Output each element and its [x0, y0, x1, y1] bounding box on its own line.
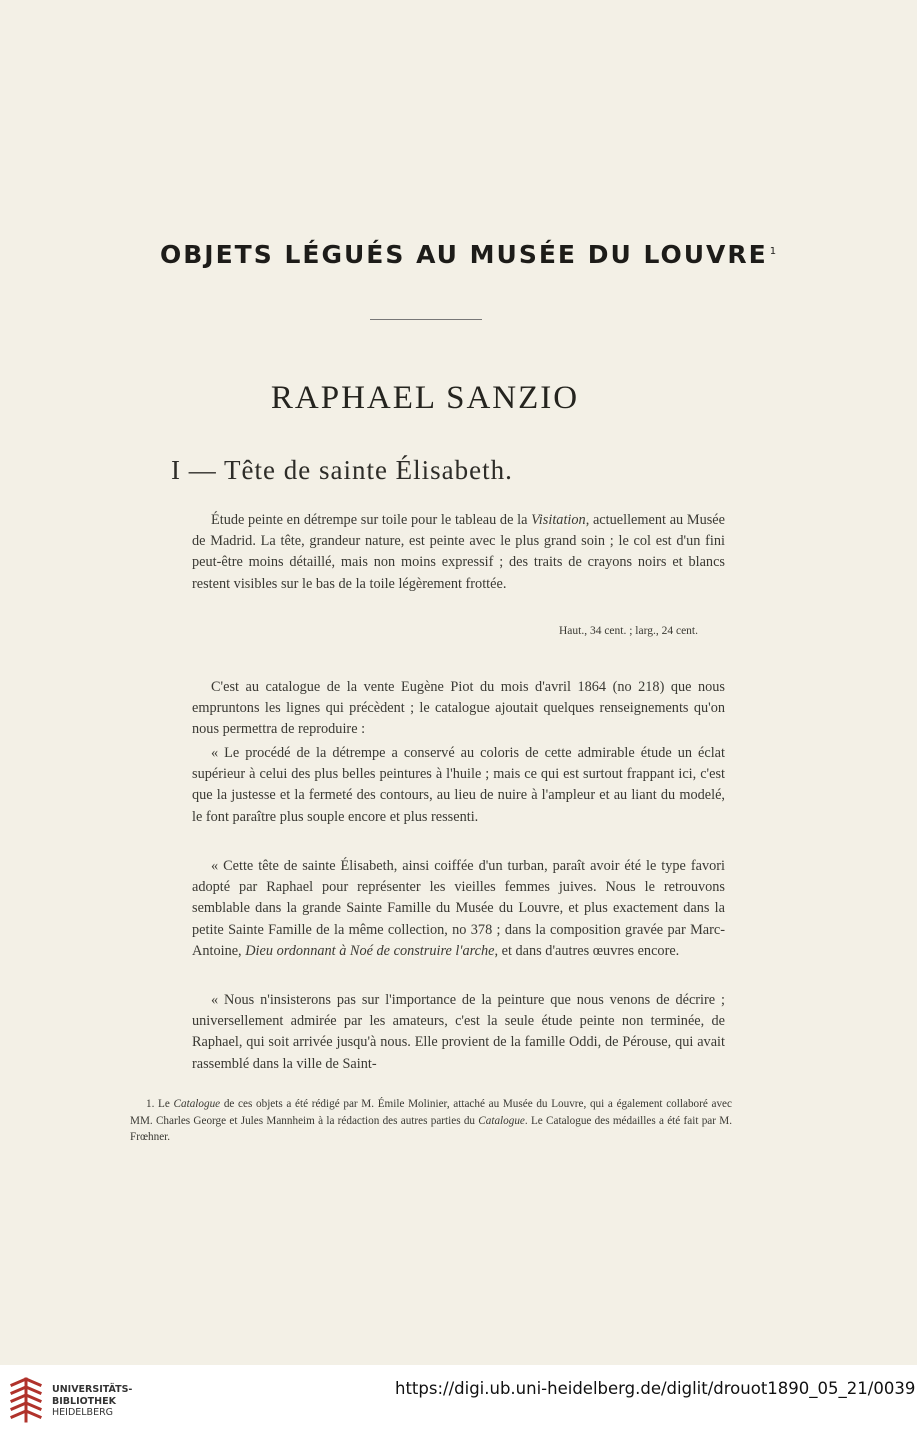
- quote-paragraph-1: « Le procédé de la détrempe a conservé au coloris de cette admirable étude un éclat supérieur à celui des plus belles peintures à l'huile ; mais ce qui est surtout frappant ici, c'est que la justesse et la fermeté des contours, au lieu de nuire à l'ampleur et au liant du modelé, le font paraître plus souple encore et plus ressenti.: [192, 745, 725, 825]
- page-title: [160, 240, 779, 269]
- footnote-italic-2: Catalogue: [478, 1114, 525, 1127]
- quote-2-text-1: « Cette tête de sainte Élisabeth, ainsi coiffée d'un turban, paraît avoir été le type favori adopté par Raphael pour représenter les vieilles femmes juives. Nous le retrouvons semblable dans la grande Sainte Famille du Musée du Louvre, et plus exactement dans la petite Sainte Famille de la même collection, no 378 ; dans la composition gravée par Marc-Antoine,: [192, 858, 725, 959]
- footer-bar: [0, 1365, 917, 1435]
- description-paragraph: [192, 510, 725, 595]
- footnote-italic-1: Catalogue: [173, 1098, 221, 1110]
- library-logo-icon[interactable]: [8, 1375, 44, 1425]
- quote-2-text-2: , et dans d'autres œuvres encore.: [494, 942, 680, 959]
- title-divider: [370, 319, 482, 320]
- description-text-1: Étude peinte en détrempe sur toile pour le tableau de la: [211, 512, 532, 528]
- library-name: [52, 1384, 132, 1419]
- description-text-2: , actuellement au Musée de Madrid. La tête, grandeur nature, est peinte avec le plus grand soin ; le col est d'un fini peut-être moins détaillé, mais non moins expressif ; des traits de crayons noirs et blancs restent visibles sur le bas de la toile légèrement frottée.: [192, 512, 725, 592]
- page-title-text: OBJETS LÉGUÉS AU MUSÉE DU LOUVRE: [160, 240, 768, 269]
- quote-paragraph-2: [192, 856, 725, 962]
- catalogue-paragraph: C'est au catalogue de la vente Eugène Piot du mois d'avril 1864 (no 218) que nous empruntons les lignes qui précèdent ; le catalogue ajoutait quelques renseignements qu'on nous permettra de reproduire :: [192, 679, 725, 738]
- library-name-line-3: HEIDELBERG: [52, 1407, 114, 1418]
- footnote-text-2: de ces objets a été rédigé par M. Émile Molinier, attaché au Musée du Louvre, qui a également collaboré avec MM. Charles George et Jules Mannheim à la rédaction des autres parties du: [130, 1098, 732, 1127]
- quote-paragraph-3: « Nous n'insisterons pas sur l'importance de la peinture que nous venons de décrire ; universellement admirée par les amateurs, c'est la seule étude peinte non terminée, de Raphael, qui soit arrivée jusqu'à nous. Elle provient de la famille Oddi, de Pérouse, qui avait rassemblé dans la ville de Saint-: [192, 992, 725, 1072]
- description-italic-visitation: Visitation: [531, 512, 586, 528]
- artist-name: RAPHAEL SANZIO: [270, 380, 580, 416]
- library-name-line-2: BIBLIOTHEK: [52, 1395, 116, 1407]
- footnote-text-3: . Le Catalogue des médailles a été fait par M. Frœhner.: [130, 1114, 732, 1143]
- dimensions-line: Haut., 34 cent. ; larg., 24 cent.: [558, 625, 698, 637]
- footnote-text-1: 1. Le: [146, 1098, 174, 1110]
- footnote-mark: 1: [769, 245, 779, 257]
- source-url-link[interactable]: https://digi.ub.uni-heidelberg.de/diglit/drouot1890_05_21/0039: [395, 1379, 916, 1398]
- library-name-line-1: UNIVERSITÄTS-: [52, 1384, 133, 1395]
- section-heading: I — Tête de sainte Élisabeth.: [171, 455, 513, 485]
- quote-2-italic-title: Dieu ordonnant à Noé de construire l'arche: [245, 942, 495, 959]
- footnote: [130, 1096, 732, 1146]
